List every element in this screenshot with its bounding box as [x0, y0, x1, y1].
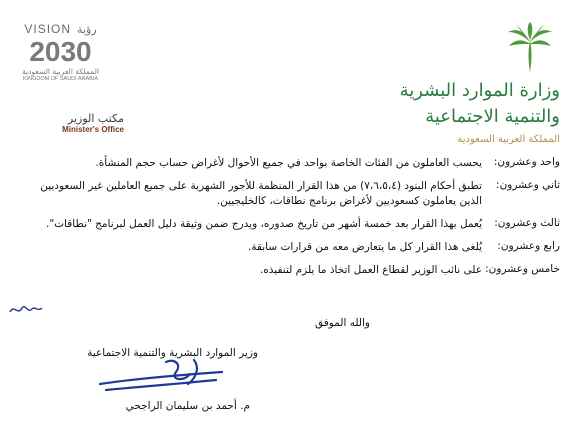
article-text: يُلغى هذا القرار كل ما يتعارض معه من قرارات سابقة.	[247, 241, 482, 253]
article-label: ثاني وعشرون:	[496, 179, 560, 191]
article-label: ثالث وعشرون:	[494, 217, 560, 229]
initials-scribble-icon	[6, 300, 46, 320]
article-21	[30, 156, 560, 171]
ministry-name-line2: والتنمية الاجتماعية	[425, 106, 560, 127]
article-22	[30, 179, 560, 209]
office-label-ar: مكتب الوزير	[67, 112, 124, 125]
article-25	[30, 263, 560, 278]
vision-2030-logo	[8, 22, 113, 82]
article-text: على نائب الوزير لقطاع العمل اتخاذ ما يلزم لتنفيذه.	[259, 264, 482, 276]
article-label: خامس وعشرون:	[485, 263, 560, 275]
article-24	[30, 240, 560, 255]
article-label: رابع وعشرون:	[497, 240, 560, 252]
article-text: يحسب العاملون من الفئات الخاصة بواحد في جميع الأحوال لأغراض حساب حجم المنشأة.	[95, 157, 482, 169]
closing-phrase: والله الموفق	[314, 317, 370, 329]
ministry-kingdom: المملكة العربية السعودية	[457, 134, 560, 145]
vision-kingdom-ar: المملكة العربية السعودية	[22, 67, 99, 76]
vision-label-ar: رؤية	[77, 23, 97, 36]
vision-kingdom-en: KINGDOM OF SAUDI ARABIA	[22, 76, 99, 82]
handwritten-initials	[6, 300, 46, 320]
decision-articles	[30, 156, 560, 286]
ministry-name-line1: وزارة الموارد البشرية	[399, 80, 560, 101]
vision-label-en: VISION	[24, 22, 72, 36]
signature-icon	[96, 354, 226, 398]
article-text: يُعمل بهذا القرار بعد خمسة أشهر من تاريخ صدوره، ويدرج ضمن وثيقة دليل العمل لبرنامج "نطاقات".	[45, 218, 482, 230]
signatory-title: وزير الموارد البشرية والتنمية الاجتماعية	[87, 347, 258, 359]
vision-year: 2030	[29, 36, 92, 67]
article-text: تطبق أحكام البنود (٧،٦،٥،٤) من هذا القرار المنظمة للأجور الشهرية على جميع العاملين غير السعوديين الذين يعاملون كسعوديين لأغراض برنامج نطاقات، كالخليجيين.	[40, 180, 482, 207]
article-23	[30, 217, 560, 232]
ministers-office-label	[54, 112, 124, 134]
vision-label	[8, 22, 113, 36]
signatory-name: م. أحمد بن سليمان الراجحي	[125, 400, 250, 412]
palm-leaves-icon	[506, 22, 554, 74]
office-label-en: Minister's Office	[62, 125, 124, 134]
article-label: واحد وعشرون:	[493, 156, 560, 168]
